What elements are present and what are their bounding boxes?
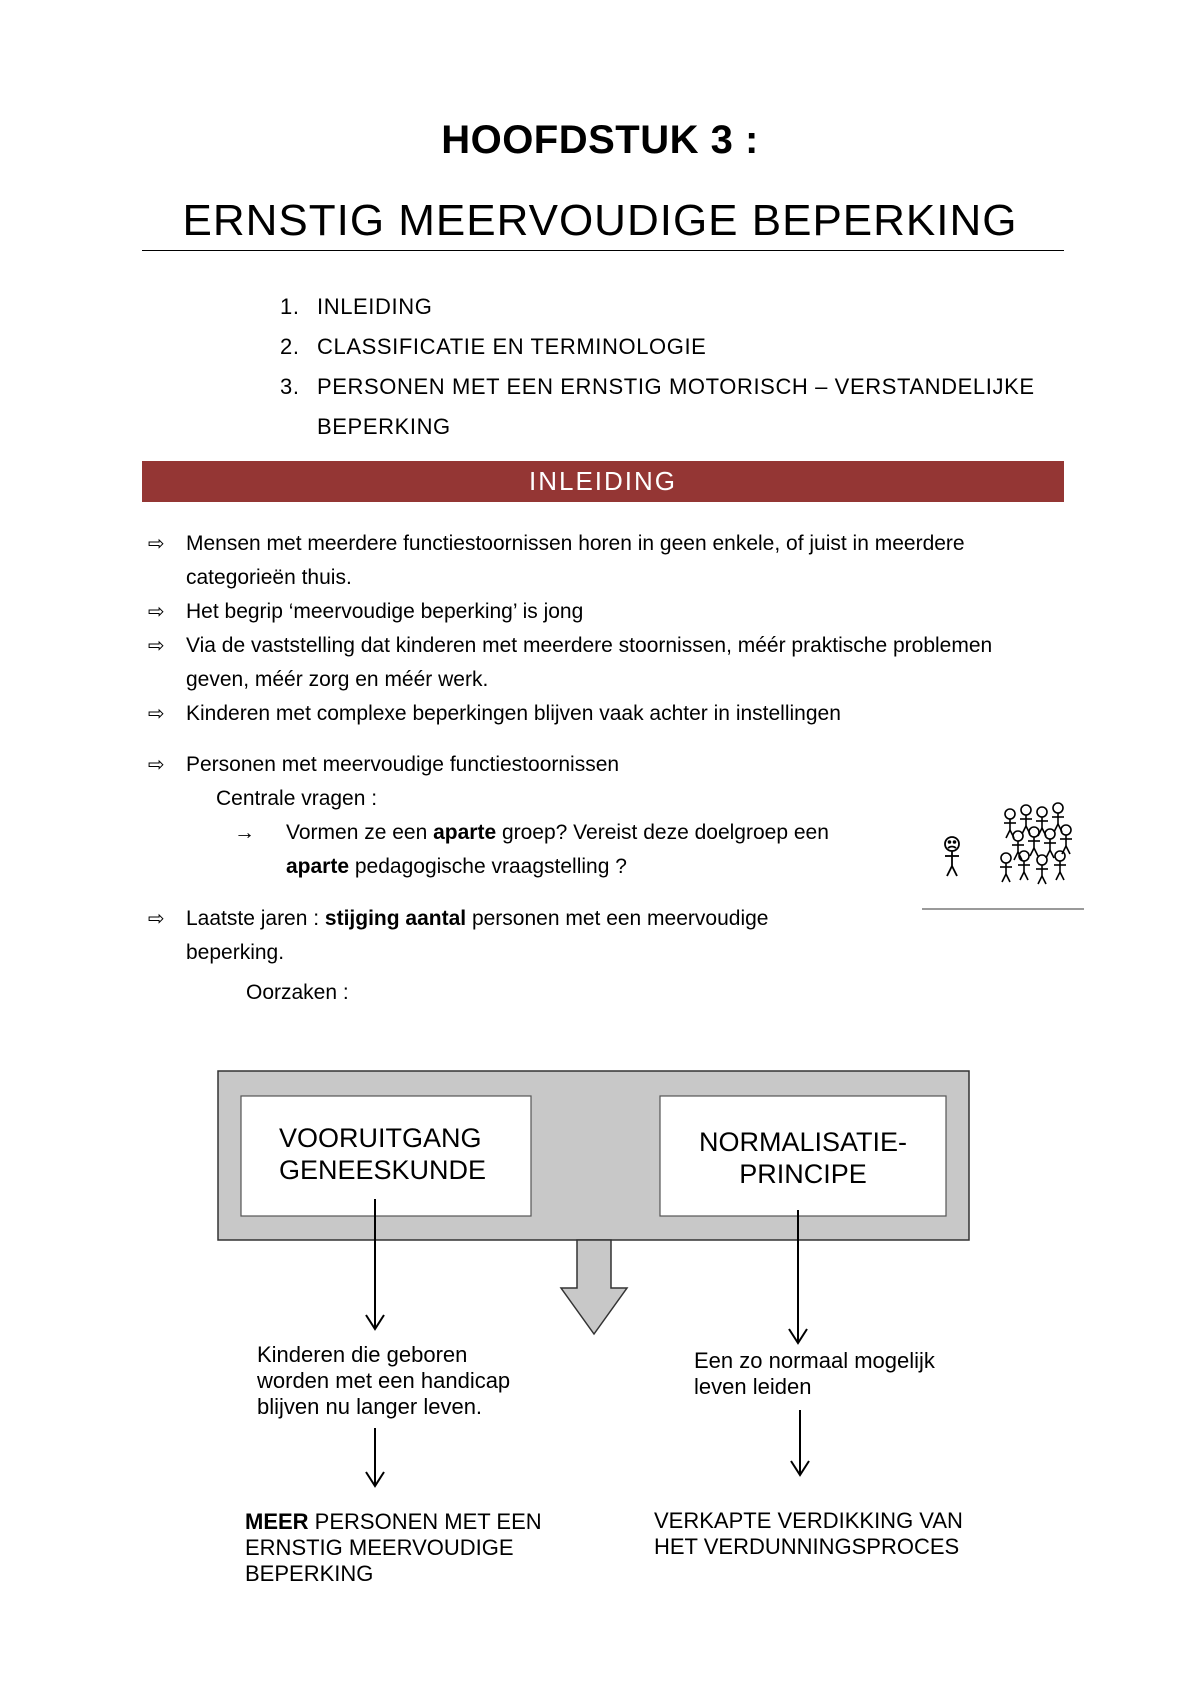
bullet-text: Kinderen met complexe beperkingen blijven vaak achter in instellingen <box>186 702 841 725</box>
left-final-line: ERNSTIG MEERVOUDIGE <box>245 1535 514 1560</box>
toc-text: INLEIDING <box>317 294 433 319</box>
arrow-bullet-icon: ⇨ <box>148 635 165 657</box>
right-flow-arrows <box>789 1210 809 1475</box>
bullet-text-continued: geven, méér zorg en méér werk. <box>186 668 489 691</box>
box-left-label <box>241 1122 531 1186</box>
bullet-text: Personen met meervoudige functiestoornissen <box>186 753 620 776</box>
toc-text: CLASSIFICATIE EN TERMINOLOGIE <box>317 334 707 359</box>
toc-number: 2. <box>280 334 300 359</box>
left-final-text <box>245 1509 542 1587</box>
box-right-label <box>660 1126 946 1190</box>
box-left-line: GENEESKUNDE <box>279 1155 487 1185</box>
left-result-line: worden met een handicap <box>257 1368 511 1393</box>
arrow-bullet-icon: ⇨ <box>148 601 165 623</box>
left-final-line <box>245 1509 542 1535</box>
bullet-text-bold: stijging aantal <box>324 907 467 930</box>
section-heading: INLEIDING <box>528 466 678 496</box>
box-left-line: VOORUITGANG <box>279 1123 482 1153</box>
arrow-bullet-icon: ⇨ <box>148 703 165 725</box>
question-text: groep? Vereist deze doelgroep een <box>496 821 829 844</box>
arrow-bullet-icon: ⇨ <box>148 754 165 776</box>
question-bold: aparte <box>433 821 497 844</box>
centrale-vragen-label: Centrale vragen : <box>216 787 378 810</box>
bullet-text: Mensen met meerdere functiestoornissen horen in geen enkele, of juist in meerdere <box>186 532 965 555</box>
right-final-text <box>654 1508 963 1560</box>
toc-text-continued: BEPERKING <box>317 414 451 439</box>
left-final-bold: MEER <box>245 1509 309 1534</box>
toc-number: 1. <box>280 294 300 319</box>
question-text: pedagogische vraagstelling ? <box>349 855 627 878</box>
bullet-text: Het begrip ‘meervoudige beperking’ is jong <box>186 600 584 623</box>
toc-text: PERSONEN MET EEN ERNSTIG MOTORISCH – VERSTANDELIJKE <box>317 374 1035 399</box>
box-right-line: PRINCIPE <box>739 1159 867 1189</box>
left-result-line: blijven nu langer leven. <box>257 1394 483 1419</box>
bullet-text-part: personen met een meervoudige <box>466 907 769 930</box>
bullet-text-continued: beperking. <box>186 941 285 964</box>
left-final-part: PERSONEN MET EEN <box>308 1509 542 1534</box>
chapter-subtitle: ERNSTIG MEERVOUDIGE BEPERKING <box>182 196 1018 245</box>
question-bold: aparte <box>286 855 350 878</box>
arrow-bullet-icon: ⇨ <box>148 533 165 555</box>
arrow-bullet-icon: ⇨ <box>148 908 165 930</box>
left-final-line: BEPERKING <box>245 1561 374 1586</box>
sub-bullet-arrow-icon: → <box>234 821 255 844</box>
question-text: Vormen ze een <box>286 821 434 844</box>
toc-number: 3. <box>280 374 300 399</box>
bullet-text-continued: categorieën thuis. <box>186 566 352 589</box>
right-final-line: HET VERDUNNINGSPROCES <box>654 1534 960 1559</box>
box-right-line: NORMALISATIE- <box>698 1127 908 1157</box>
oorzaken-label: Oorzaken : <box>246 981 349 1004</box>
right-result-line: Een zo normaal mogelijk <box>694 1348 935 1373</box>
right-result-line: leven leiden <box>694 1374 812 1399</box>
left-result-text <box>257 1342 510 1420</box>
bullet-text: Via de vaststelling dat kinderen met meerdere stoornissen, méér praktische problemen <box>186 634 993 657</box>
right-final-line: VERKAPTE VERDIKKING VAN <box>654 1508 963 1533</box>
chapter-title: HOOFDSTUK 3 : <box>441 118 759 162</box>
bullet-text-part: Laatste jaren : <box>186 907 325 930</box>
right-result-text <box>694 1348 935 1400</box>
left-result-line: Kinderen die geboren <box>257 1342 468 1367</box>
central-down-arrow <box>561 1240 627 1334</box>
